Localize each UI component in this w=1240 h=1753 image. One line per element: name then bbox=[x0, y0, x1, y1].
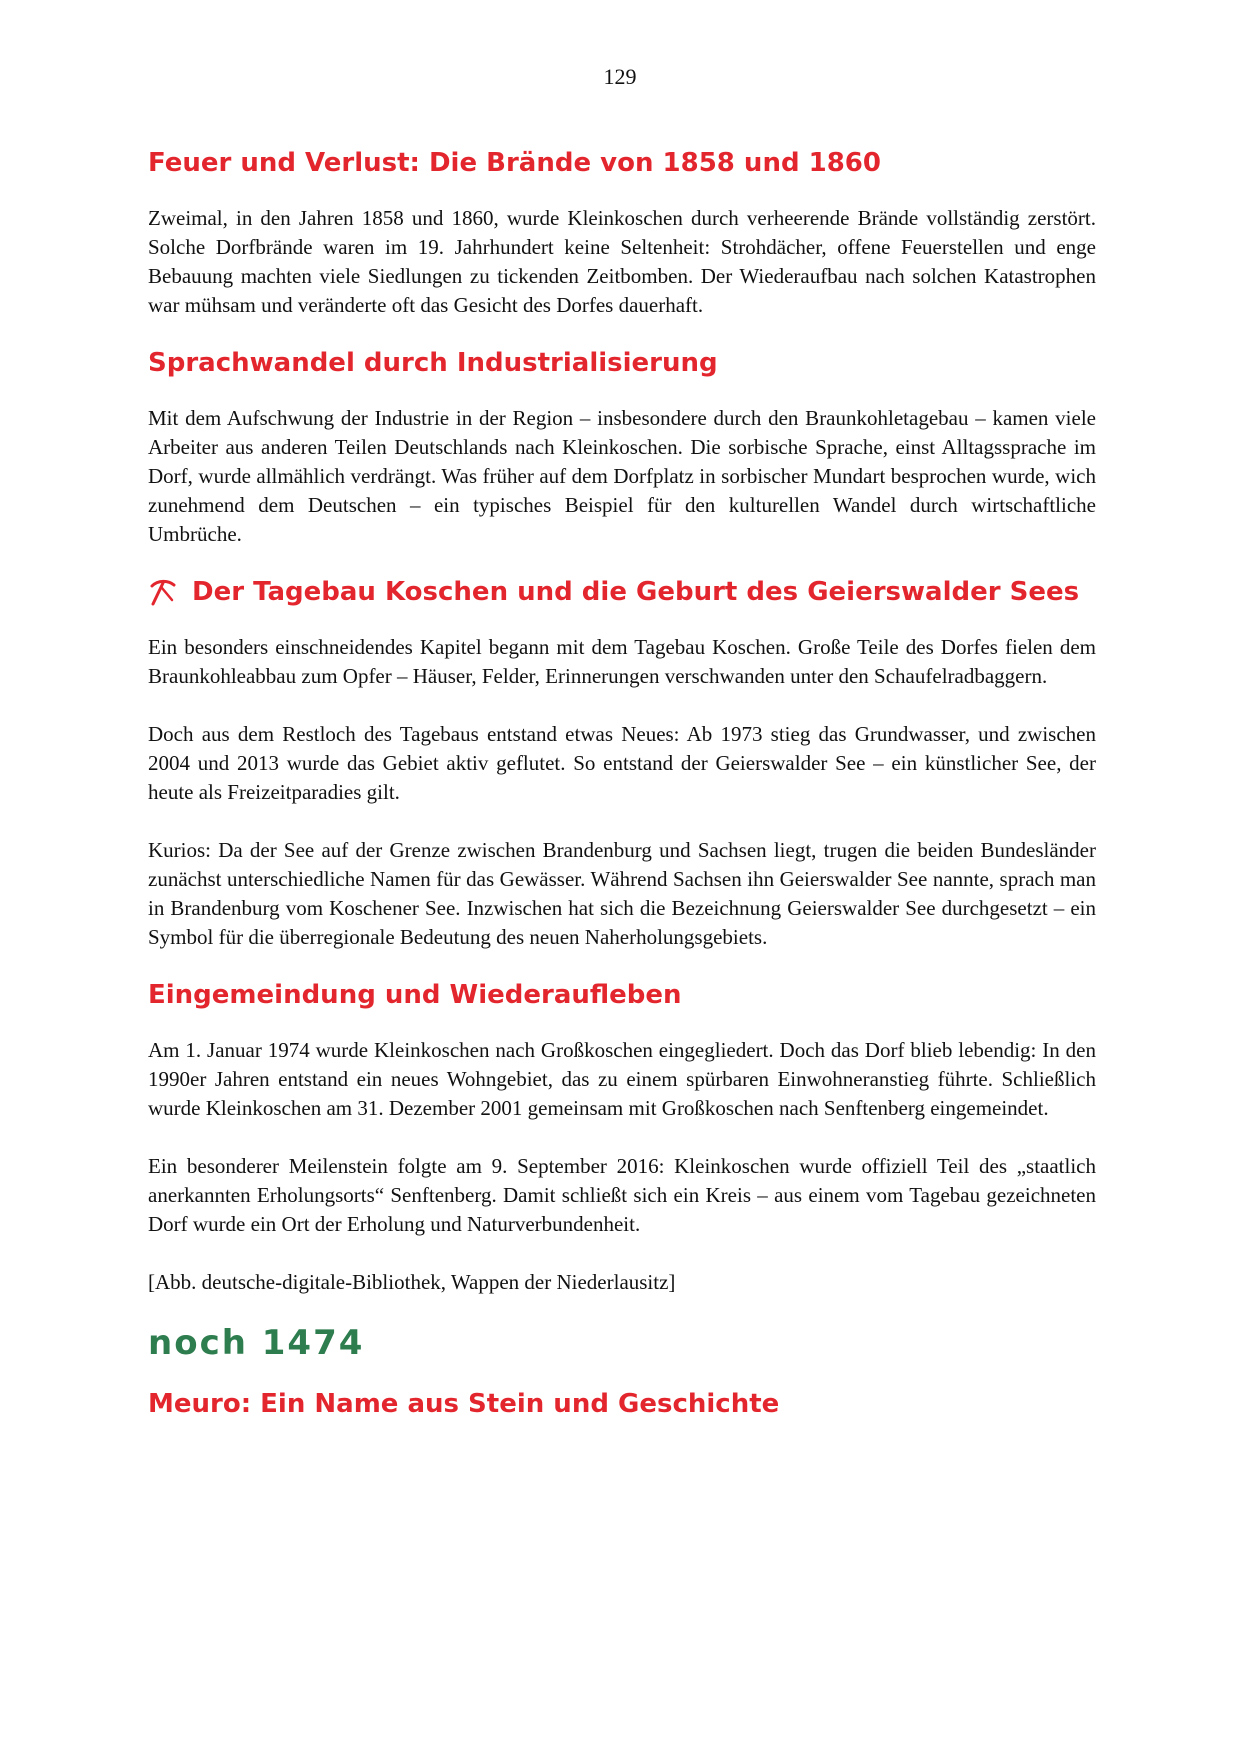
paragraph-incorporation-1: Am 1. Januar 1974 wurde Kleinkoschen nach Großkoschen eingegliedert. Doch das Dorf blieb lebendig: In den 1990er Jahren entstand ein neues Wohngebiet, das zu einem spürbaren Einwohneranstieg führte. Schließlich wurde Kleinkoschen am 31. Dezember 2001 gemeinsam mit Großkoschen nach Senftenberg eingemeindet. bbox=[148, 1038, 1096, 1120]
era-marker: noch 1474 bbox=[148, 1323, 365, 1363]
heading-incorporation: Eingemeindung und Wiederaufleben bbox=[148, 980, 682, 1010]
heading-mining: Der Tagebau Koschen und die Geburt des Geierswalder Sees bbox=[192, 577, 1080, 607]
image-credit: [Abb. deutsche-digitale-Bibliothek, Wappen der Niederlausitz] bbox=[148, 1270, 676, 1294]
heading-fire: Feuer und Verlust: Die Brände von 1858 und 1860 bbox=[148, 148, 881, 178]
paragraph-mining-3: Kurios: Da der See auf der Grenze zwischen Brandenburg und Sachsen liegt, trugen die beiden Bundesländer zunächst unterschiedliche Namen für das Gewässer. Während Sachsen ihn Geierswalder See nannte, sprach man in Brandenburg vom Koschener See. Inzwischen hat sich die Bezeichnung Geierswalder See durchgesetzt – ein Symbol für die überregionale Bedeutung des neuen Naherholungsgebiets. bbox=[148, 838, 1096, 949]
page-number: 129 bbox=[603, 64, 637, 89]
paragraph-fire: Zweimal, in den Jahren 1858 und 1860, wurde Kleinkoschen durch verheerende Brände vollständig zerstört. Solche Dorfbrände waren im 19. Jahrhundert keine Seltenheit: Strohdächer, offene Feuerstellen und enge Bebauung machten viele Siedlungen zu tickenden Zeitbomben. Der Wiederaufbau nach solchen Katastrophen war mühsam und veränderte oft das Gesicht des Dorfes dauerhaft. bbox=[148, 206, 1096, 317]
heading-mining-row bbox=[148, 575, 1096, 609]
heading-language: Sprachwandel durch Industrialisierung bbox=[148, 348, 718, 378]
paragraph-incorporation-2: Ein besonderer Meilenstein folgte am 9. September 2016: Kleinkoschen wurde offiziell Teil des „staatlich anerkannten Erholungsorts“ Senftenberg. Damit schließt sich ein Kreis – aus einem vom Tagebau gezeichneten Dorf wurde ein Ort der Erholung und Naturverbundenheit. bbox=[148, 1154, 1096, 1236]
paragraph-mining-2: Doch aus dem Restloch des Tagebaus entstand etwas Neues: Ab 1973 stieg das Grundwasser, und zwischen 2004 und 2013 wurde das Gebiet aktiv geflutet. So entstand der Geierswalder See – ein künstlicher See, der heute als Freizeitparadies gilt. bbox=[148, 722, 1096, 804]
pickaxe-icon bbox=[148, 577, 178, 607]
heading-meuro: Meuro: Ein Name aus Stein und Geschichte bbox=[148, 1389, 780, 1419]
paragraph-language: Mit dem Aufschwung der Industrie in der Region – insbesondere durch den Braunkohletagebau – kamen viele Arbeiter aus anderen Teilen Deutschlands nach Kleinkoschen. Die sorbische Sprache, einst Alltagssprache im Dorf, wurde allmählich verdrängt. Was früher auf dem Dorfplatz in sorbischer Mundart besprochen wurde, wich zunehmend dem Deutschen – ein typisches Beispiel für den kulturellen Wandel durch wirtschaftliche Umbrüche. bbox=[148, 406, 1096, 546]
paragraph-mining-1: Ein besonders einschneidendes Kapitel begann mit dem Tagebau Koschen. Große Teile des Dorfes fielen dem Braunkohleabbau zum Opfer – Häuser, Felder, Erinnerungen verschwanden unter den Schaufelradbaggern. bbox=[148, 635, 1096, 688]
page-content bbox=[148, 146, 1096, 1421]
